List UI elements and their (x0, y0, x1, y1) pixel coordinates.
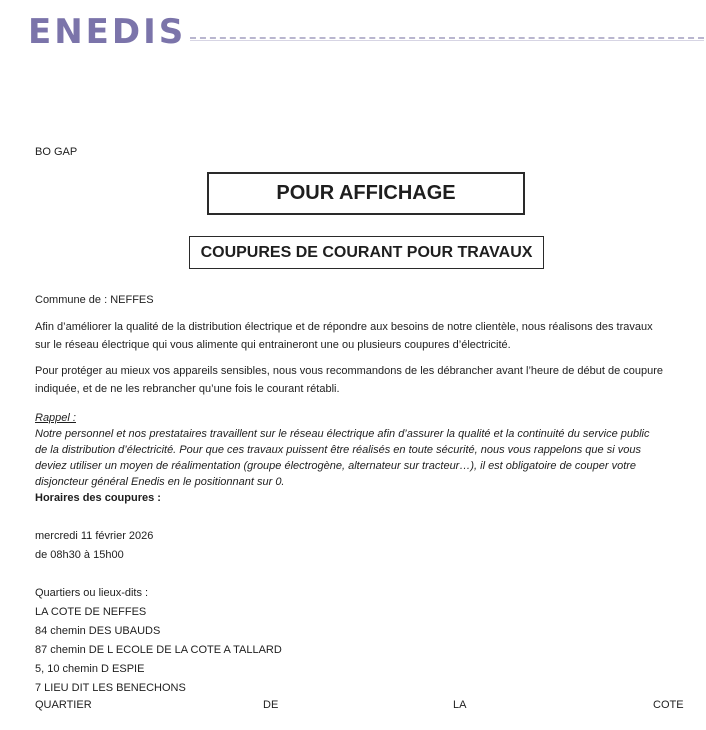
intro-p2-line-2: indiquée, et de ne les rebrancher qu’une fois le courant rétabli. (35, 383, 340, 395)
place-item: 84 chemin DES UBAUDS (35, 625, 161, 637)
place-item: LA COTE DE NEFFES (35, 606, 147, 618)
schedule-date: mercredi 11 février 2026 (35, 530, 154, 542)
intro-p1-line-1: Afin d’améliorer la qualité de la distribution électrique et de répondre aux besoins de notre clientèle, nous réalisons des travaux (35, 321, 653, 333)
place-item: 87 chemin DE L ECOLE DE LA COTE A TALLARD (35, 644, 282, 656)
place-item: 7 LIEU DIT LES BENECHONS (35, 682, 186, 694)
place-item: 5, 10 chemin D ESPIE (35, 663, 145, 675)
sender-label: BO GAP (35, 146, 78, 158)
subtitle-text: COUPURES DE COURANT POUR TRAVAUX (200, 243, 533, 261)
commune-line: Commune de : NEFFES (35, 294, 154, 306)
rappel-line-2: de la distribution d’électricité. Pour que ces travaux puissent être réalisés en toute sécurité, nous vous rappelons que si vous (35, 444, 641, 456)
last-line-word: QUARTIER (35, 699, 92, 711)
last-line-word: DE (263, 699, 279, 711)
schedule-time: de 08h30 à 15h00 (35, 549, 124, 561)
title-box (207, 172, 525, 215)
intro-paragraph-2 (35, 362, 685, 398)
last-line-word: COTE (653, 699, 684, 711)
rappel-line-3: deviez utiliser un moyen de réalimentation (groupe électrogène, alternateur sur tracteur…), il est obligatoire de couper votre (35, 460, 637, 472)
intro-p2-line-1: Pour protéger au mieux vos appareils sensibles, nous vous recommandons de les débrancher avant l’heure de début de coupure (35, 365, 663, 377)
title-text: POUR AFFICHAGE (276, 182, 456, 204)
rappel-line-4: disjoncteur général Enedis en le positionnant sur 0. (35, 476, 285, 488)
rappel-heading: Rappel : (35, 412, 76, 424)
header-rule (190, 37, 704, 39)
last-line-word: LA (453, 699, 467, 711)
subtitle-box (189, 236, 544, 269)
horaires-heading: Horaires des coupures : (35, 492, 161, 504)
justified-place-line (35, 699, 684, 711)
intro-p1-line-2: sur le réseau électrique qui vous alimente qui entraineront une ou plusieurs coupures d’électricité. (35, 339, 511, 351)
quartiers-heading: Quartiers ou lieux-dits : (35, 587, 149, 599)
intro-paragraph-1 (35, 318, 685, 354)
rappel-block (35, 410, 685, 490)
rappel-line-1: Notre personnel et nos prestataires travaillent sur le réseau électrique afin d’assurer la qualité et la continuité du service public (35, 428, 650, 440)
enedis-logo: ENEDIS (28, 12, 187, 52)
header-rule-underline (190, 40, 704, 41)
